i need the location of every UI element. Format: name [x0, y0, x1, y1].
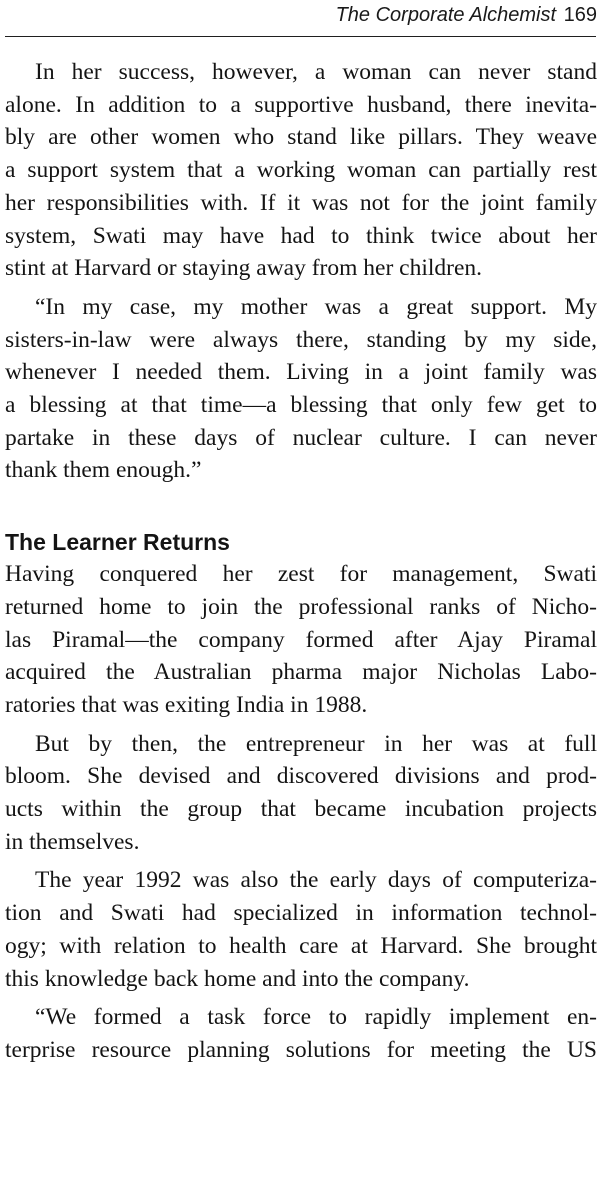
- section-heading: The Learner Returns: [5, 529, 230, 556]
- running-title: The Corporate Alchemist: [335, 4, 557, 26]
- text-line: “In my case, my mother was a great support. My: [35, 293, 597, 320]
- text-line: sisters-in-law were always there, standing by my side,: [5, 326, 597, 353]
- text-line: The year 1992 was also the early days of computeriza-: [35, 867, 597, 894]
- text-line: In her success, however, a woman can never stand: [35, 59, 597, 85]
- text-line: But by then, the entrepreneur in her was at full: [35, 730, 597, 757]
- text-line: her responsibilities with. If it was not for the joint family: [5, 189, 597, 216]
- text-line: in themselves.: [5, 828, 140, 855]
- body-text: [5, 56, 597, 1067]
- text-line: ratories that was exiting India in 1988.: [5, 691, 368, 718]
- text-line: ogy; with relation to health care at Harvard. She brought: [5, 932, 597, 959]
- text-line: partake in these days of nuclear culture. I can never: [5, 424, 597, 451]
- text-line: returned home to join the professional ranks of Nicho-: [5, 593, 597, 620]
- paragraph: [5, 558, 597, 722]
- text-line: “We formed a task force to rapidly implement en-: [35, 1004, 597, 1031]
- text-line: las Piramal—the company formed after Ajay Piramal: [5, 626, 597, 653]
- text-line: this knowledge back home and into the company.: [5, 965, 470, 992]
- text-line: Having conquered her zest for management, Swati: [5, 561, 597, 588]
- text-line: tion and Swati had specialized in information technol-: [5, 900, 597, 927]
- paragraph: [5, 291, 597, 487]
- paragraph: [5, 728, 597, 859]
- text-line: bloom. She devised and discovered divisions and prod-: [5, 763, 597, 790]
- text-line: bly are other women who stand like pillars. They weave: [5, 124, 597, 151]
- text-line: alone. In addition to a supportive husband, there inevita-: [5, 91, 597, 118]
- paragraph: [5, 56, 597, 285]
- header-rule: [5, 36, 596, 37]
- text-line: acquired the Australian pharma major Nicholas Labo-: [5, 659, 597, 686]
- text-line: system, Swati may have had to think twice about her: [5, 222, 597, 249]
- text-line: a support system that a working woman can partially rest: [5, 157, 597, 184]
- paragraph: [5, 1001, 597, 1066]
- text-line: thank them enough.”: [5, 457, 202, 484]
- page-number: 169: [563, 4, 597, 26]
- text-line: terprise resource planning solutions for meeting the US: [5, 1036, 597, 1063]
- text-line: ucts within the group that became incubation projects: [5, 796, 597, 823]
- text-line: stint at Harvard or staying away from her children.: [5, 255, 483, 282]
- paragraph: [5, 864, 597, 995]
- text-line: a blessing at that time—a blessing that only few get to: [5, 392, 597, 419]
- running-head: [336, 2, 597, 28]
- text-line: whenever I needed them. Living in a joint family was: [5, 359, 597, 386]
